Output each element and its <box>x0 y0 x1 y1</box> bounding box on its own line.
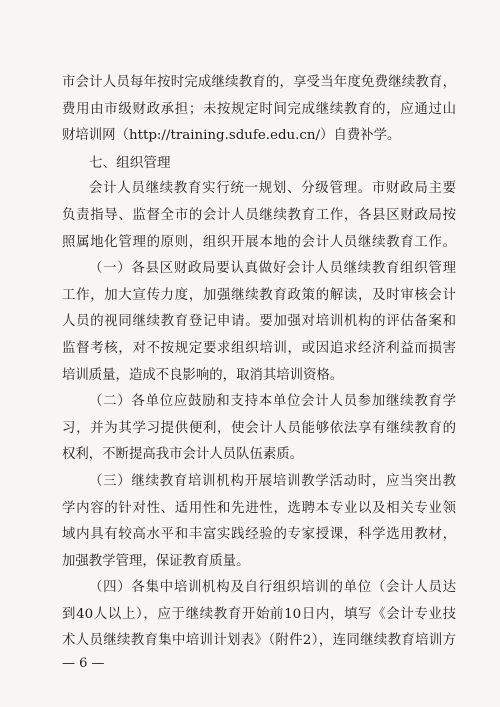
text-line: 监督考核，对不按规定要求组织培训，或因追求经济利益而损害 <box>62 340 456 356</box>
page-number: — 6 — <box>62 656 105 671</box>
text-line: （二）各单位应鼓励和支持本单位会计人员参加继续教育学 <box>89 394 456 410</box>
text-line: （一）各县区财政局要认真做好会计人员继续教育组织管理 <box>89 261 456 277</box>
text-line: 习，并为其学习提供便利，使会计人员能够依法享有继续教育的 <box>62 420 456 436</box>
document-body <box>62 70 456 655</box>
text-line: 市会计人员每年按时完成继续教育的，享受当年度免费继续教育， <box>62 75 456 90</box>
text-line: 照属地化管理的原则，组织开展本地的会计人员继续教育工作。 <box>62 234 456 250</box>
text-line: 费用由市级财政承担；未按规定时间完成继续教育的，应通过山 <box>62 101 456 117</box>
text-line: 到40人以上），应于继续教育开始前10日内，填写《会计专业技 <box>62 606 456 622</box>
text-line: 学内容的针对性、适用性和先进性，选聘本专业以及相关专业领 <box>62 500 456 516</box>
text-line: 培训质量，造成不良影响的，取消其培训资格。 <box>62 367 344 383</box>
text-line: 术人员继续教育集中培训计划表》（附件2），连同继续教育培训方 <box>62 633 456 649</box>
text-line: 加强教学管理，保证教育质量。 <box>62 553 250 569</box>
text-line: 工作，加大宣传力度，加强继续教育政策的解读，及时审核会计 <box>62 287 456 303</box>
text-line: 人员的视同继续教育登记申请。要加强对培训机构的评估备案和 <box>62 314 456 330</box>
text-line: 权利，不断提高我市会计人员队伍素质。 <box>62 447 304 463</box>
text-line: （三）继续教育培训机构开展培训教学活动时，应当突出教 <box>89 473 456 489</box>
text-line: （四）各集中培训机构及自行组织培训的单位（会计人员达 <box>89 580 456 596</box>
text-line: 负责指导、监督全市的会计人员继续教育工作，各县区财政局按 <box>62 207 456 223</box>
text-line: 会计人员继续教育实行统一规划、分级管理。市财政局主要 <box>89 181 456 197</box>
text-line: 财培训网（http://training.sdufe.edu.cn/）自费补学。 <box>62 128 401 144</box>
text-line: 域内具有较高水平和丰富实践经验的专家授课，科学选用教材， <box>62 527 456 543</box>
section-heading: 七、组织管理 <box>89 154 171 171</box>
